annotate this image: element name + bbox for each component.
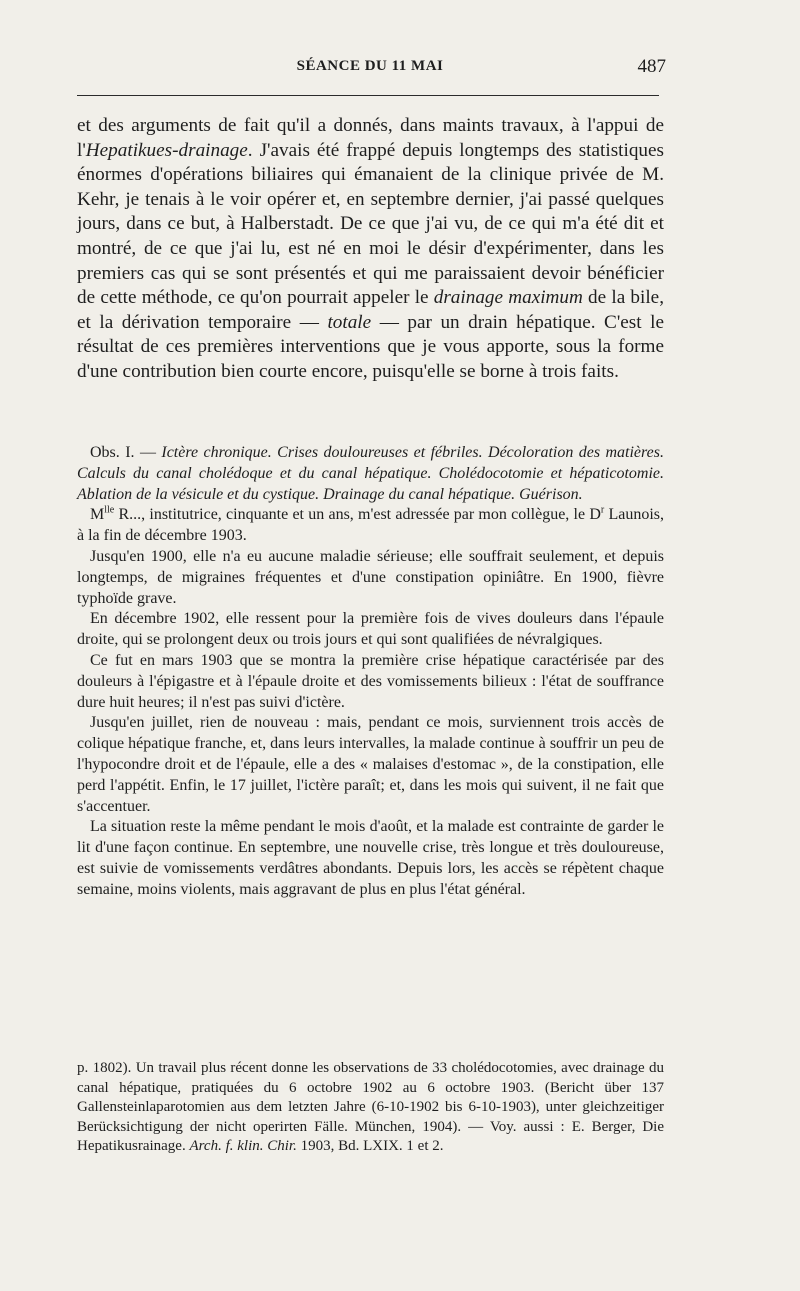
observation-paragraph: Ce fut en mars 1903 que se montra la première crise hépatique caractérisée par des douleurs à l'épigastre et à l'épaule droite et des vomissements bilieux : l'état de souffrance dure huit heures; il n'est pas suivi d'ictère.: [77, 651, 664, 711]
observation-paragraph: [77, 505, 664, 547]
obs-text: Launois, à la fin de décembre 1903.: [77, 506, 664, 545]
intro-text: et des arguments de fait qu'il a donnés, dans maints travaux, à l'appui de l': [77, 115, 664, 161]
observation-paragraph: Jusqu'en juillet, rien de nouveau : mais, pendant ce mois, surviennent trois accès de colique hépatique franche, et, dans leurs intervalles, la malade continue à souffrir un peu de l'hypocondre droit et de l'épaule, elle a des « malaises d'estomac », de la constipation, elle perd l'appétit. Enfin, le 17 juillet, l'ictère paraît; et, dans les mois qui suivent, il ne fait que s'accentuer.: [77, 714, 664, 815]
intro-paragraph: [77, 114, 664, 385]
intro-text: . J'avais été frappé depuis longtemps des statistiques énormes d'opérations biliaires qui émanaient de la clinique privée de M. Kehr, je tenais à le voir opérer et, en septembre dernier, j'ai passé quelques jours, dans ce but, à Halberstadt. De ce que j'ai vu, de ce qui m'a été dit et montré, de ce que j'ai lu, est né en moi le désir d'expérimenter, dans les premiers cas qui se sont présentés et qui me paraissaient devoir bénéficier de cette méthode, ce qu'on pourrait appeler le: [77, 139, 664, 309]
page-number: 487: [637, 56, 666, 77]
obs-superscript: lle: [104, 505, 115, 517]
intro-italic-term: Hepatikues-drainage: [85, 139, 248, 161]
obs-text: M: [90, 506, 105, 524]
observation-paragraph: En décembre 1902, elle ressent pour la première fois de vives douleurs dans l'épaule droite, qui se prolongent deux ou trois jours et qui sont qualifiées de névralgiques.: [77, 610, 664, 649]
observation-section: [77, 443, 664, 901]
running-title: SÉANCE DU 11 MAI: [296, 58, 444, 74]
footnote-text: p. 1802). Un travail plus récent donne les observations de 33 cholédocotomies, avec drainage du canal hépatique, pratiquées du 6 octobre 1902 au 6 octobre 1903. (Bericht über 137 Gallensteinlaparotomien aus dem letzten Jahre (6-10-1902 bis 6-10-1903), unter gleichzeitiger Berücksichtigung der nicht operirten Fälle. München, 1904). — Voy. aussi : E. Berger, Die Hepatikusrainage.: [77, 1060, 664, 1155]
obs-superscript: r: [600, 505, 605, 517]
observation-title: Ictère chronique. Crises douloureuses et fébriles. Décoloration des matières. Calculs du canal cholédoque et du canal hépatique. Cholédocotomie et hépaticotomie. Ablation de la vésicule et du cystique. Drainage du canal hépatique. Guérison.: [77, 444, 664, 503]
observation-heading: [77, 443, 664, 505]
running-header: [0, 58, 800, 86]
footnote: [77, 1059, 664, 1157]
footnote-journal: Arch. f. klin. Chir.: [189, 1138, 297, 1155]
observation-paragraph: La situation reste la même pendant le mois d'août, et la malade est contrainte de garder le lit d'une façon continue. En septembre, une nouvelle crise, très longue et très douloureuse, est suivie de vomissements verdâtres abondants. Depuis lors, les accès se répètent chaque semaine, moins violents, mais aggravant de plus en plus l'état général.: [77, 818, 664, 898]
intro-italic-term: totale: [327, 311, 372, 333]
footnote-text: 1903, Bd. LXIX. 1 et 2.: [296, 1138, 444, 1155]
observation-label: Obs. I. —: [90, 444, 162, 461]
observation-paragraph: Jusqu'en 1900, elle n'a eu aucune maladie sérieuse; elle souffrait seulement, et depuis longtemps, de migraines fréquentes et d'une constipation opiniâtre. En 1900, fièvre typhoïde grave.: [77, 547, 664, 607]
intro-text: — par un drain hépatique. C'est le résultat de ces premières interventions que je vous apporte, sous la forme d'une contribution bien courte encore, puisqu'elle se borne à trois faits.: [77, 311, 664, 382]
obs-text: R..., institutrice, cinquante et un ans, m'est adressée par mon collègue, le D: [114, 506, 601, 524]
intro-italic-term: drainage maximum: [433, 287, 583, 309]
header-rule: [77, 95, 659, 96]
intro-text: de la bile, et la dérivation temporaire —: [77, 287, 664, 333]
